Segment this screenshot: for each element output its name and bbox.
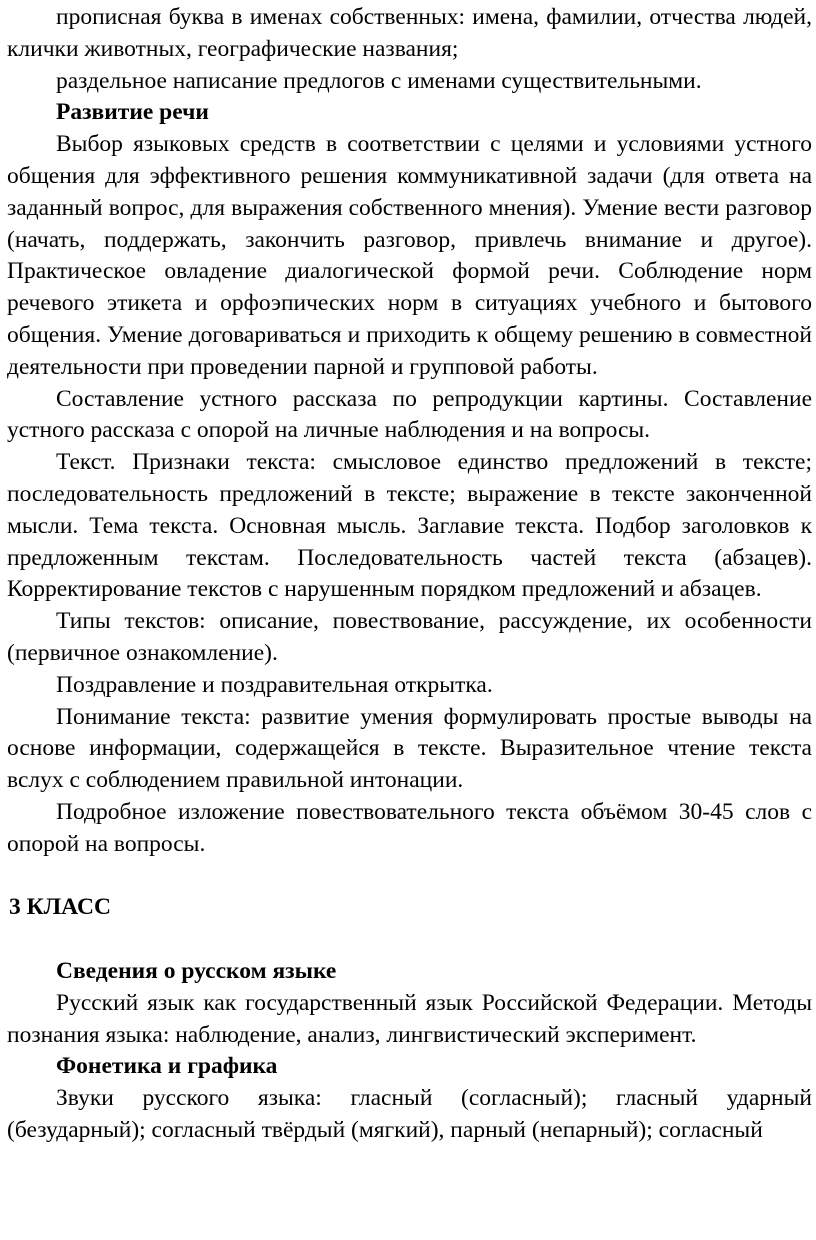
paragraph-text-understanding: Понимание текста: развитие умения формулировать простые выводы на основе информации, содержащейся в тексте. Выразительное чтение текста вслух с соблюдением правильной интонации. [7, 703, 812, 794]
paragraph-prepositions-spelling: раздельное написание предлогов с именами существительными. [56, 67, 702, 94]
paragraph-detailed-retelling: Подробное изложение повествовательного текста объёмом 30-45 слов с опорой на вопросы. [7, 798, 812, 857]
grade-heading: 3 КЛАСС [9, 894, 111, 921]
section-heading-russian-language-info: Сведения о русском языке [56, 957, 337, 984]
section-heading-speech-development: Развитие речи [56, 99, 209, 126]
paragraph-russian-sounds: Звуки русского языка: гласный (согласный); гласный ударный (безударный); согласный твёрдый (мягкий), парный (непарный); согласный [7, 1085, 812, 1143]
paragraph-proper-names-capitalization: прописная буква в именах собственных: имена, фамилии, отчества людей, клички животных, географические названия; [7, 4, 812, 62]
paragraph-text-types: Типы текстов: описание, повествование, рассуждение, их особенности (первичное ознакомление). [7, 608, 812, 666]
paragraph-state-language: Русский язык как государственный язык Российской Федерации. Методы познания языка: наблюдение, анализ, лингвистический эксперимент. [7, 989, 812, 1048]
blank-line [7, 924, 812, 956]
paragraph-text-features: Текст. Признаки текста: смысловое единство предложений в тексте; последовательность предложений в тексте; выражение в тексте законченной мысли. Тема текста. Основная мысль. Заглавие текста. Подбор заголовков к предложенным текстам. Последовательность частей текста (абзацев). Корректирование текстов с нарушенным порядком предложений и абзацев. [7, 449, 812, 603]
section-heading-phonetics-graphics: Фонетика и графика [56, 1053, 278, 1080]
paragraph-language-means: Выбор языковых средств в соответствии с целями и условиями устного общения для эффективного решения коммуникативной задачи (для ответа на заданный вопрос, для выражения собственного мнения). Умение вести разговор (начать, поддержать, закончить разговор, привлечь внимание и другое). Практическое овладение диалогической формой речи. Соблюдение норм речевого этикета и орфоэпических норм в ситуациях учебного и бытового общения. Умение договариваться и приходить к общему решению в совместной деятельности при проведении парной и групповой работы. [7, 131, 812, 380]
paragraph-oral-story: Составление устного рассказа по репродукции картины. Составление устного рассказа с опорой на личные наблюдения и на вопросы. [7, 385, 812, 444]
blank-line [7, 861, 812, 893]
paragraph-greeting-card: Поздравление и поздравительная открытка. [56, 671, 493, 698]
